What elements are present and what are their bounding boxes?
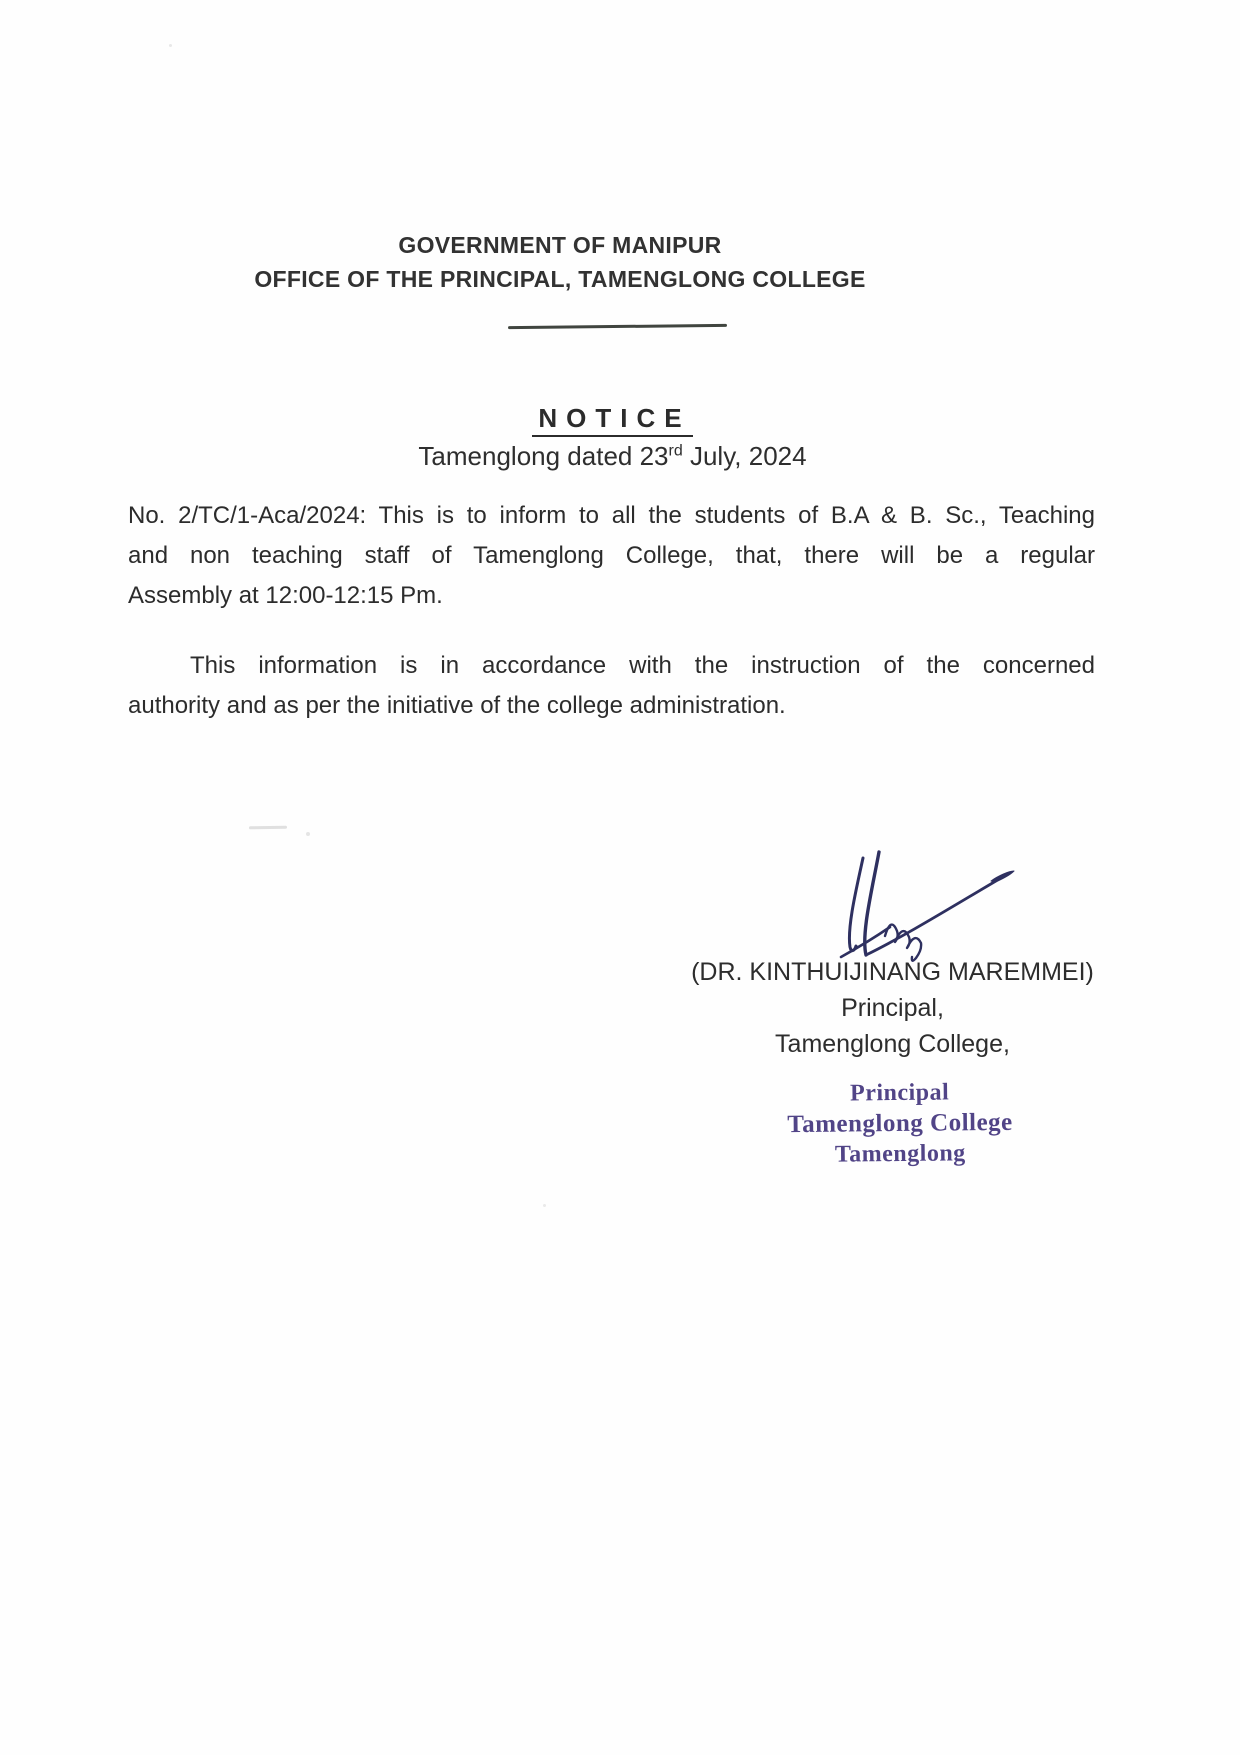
- stamp-line-college: Tamenglong College: [787, 1108, 1013, 1139]
- paragraph2-line1: This information is in accordance with the instruction of the concerned: [190, 652, 1095, 679]
- body-paragraph-2: [128, 646, 1095, 726]
- handwritten-signature-icon: [833, 848, 1023, 966]
- signatory-title: Principal,: [841, 994, 944, 1022]
- paragraph1-line2: and non teaching staff of Tamenglong College, that, there will be a regular: [128, 542, 1095, 569]
- header-divider-rule: [508, 324, 727, 329]
- letterhead-line-office: OFFICE OF THE PRINCIPAL, TAMENGLONG COLLEGE: [254, 266, 866, 292]
- paragraph1-line1: No. 2/TC/1-Aca/2024: This is to inform to all the students of B.A & B. Sc., Teaching: [128, 502, 1095, 529]
- scan-artifact-dash: [249, 826, 287, 830]
- letterhead: [0, 228, 1120, 296]
- letterhead-line-government: GOVERNMENT OF MANIPUR: [398, 232, 722, 258]
- body-paragraph-1: [128, 496, 1095, 616]
- notice-title-block: [0, 403, 1225, 472]
- paragraph2-line2: authority and as per the initiative of the college administration.: [128, 692, 786, 719]
- scan-artifact-dot: [543, 1204, 546, 1207]
- scan-artifact-dot: [306, 832, 310, 836]
- paragraph1-line3: Assembly at 12:00-12:15 Pm.: [128, 582, 443, 609]
- signatory-organization: Tamenglong College,: [775, 1030, 1010, 1058]
- signatory-name: (DR. KINTHUIJINANG MAREMMEI): [691, 958, 1094, 986]
- notice-title: NOTICE: [532, 403, 692, 437]
- stamp-line-place: Tamenglong: [834, 1140, 966, 1168]
- signatory-block: [645, 954, 1140, 1062]
- office-stamp: [745, 1076, 1056, 1170]
- notice-date-suffix: July, 2024: [682, 441, 807, 471]
- notice-date-line: [0, 441, 1225, 472]
- stamp-line-principal: Principal: [849, 1079, 950, 1107]
- notice-date-prefix: Tamenglong dated 23: [418, 441, 669, 471]
- notice-date-ordinal: rd: [668, 442, 683, 460]
- scan-artifact-dot: [169, 44, 172, 47]
